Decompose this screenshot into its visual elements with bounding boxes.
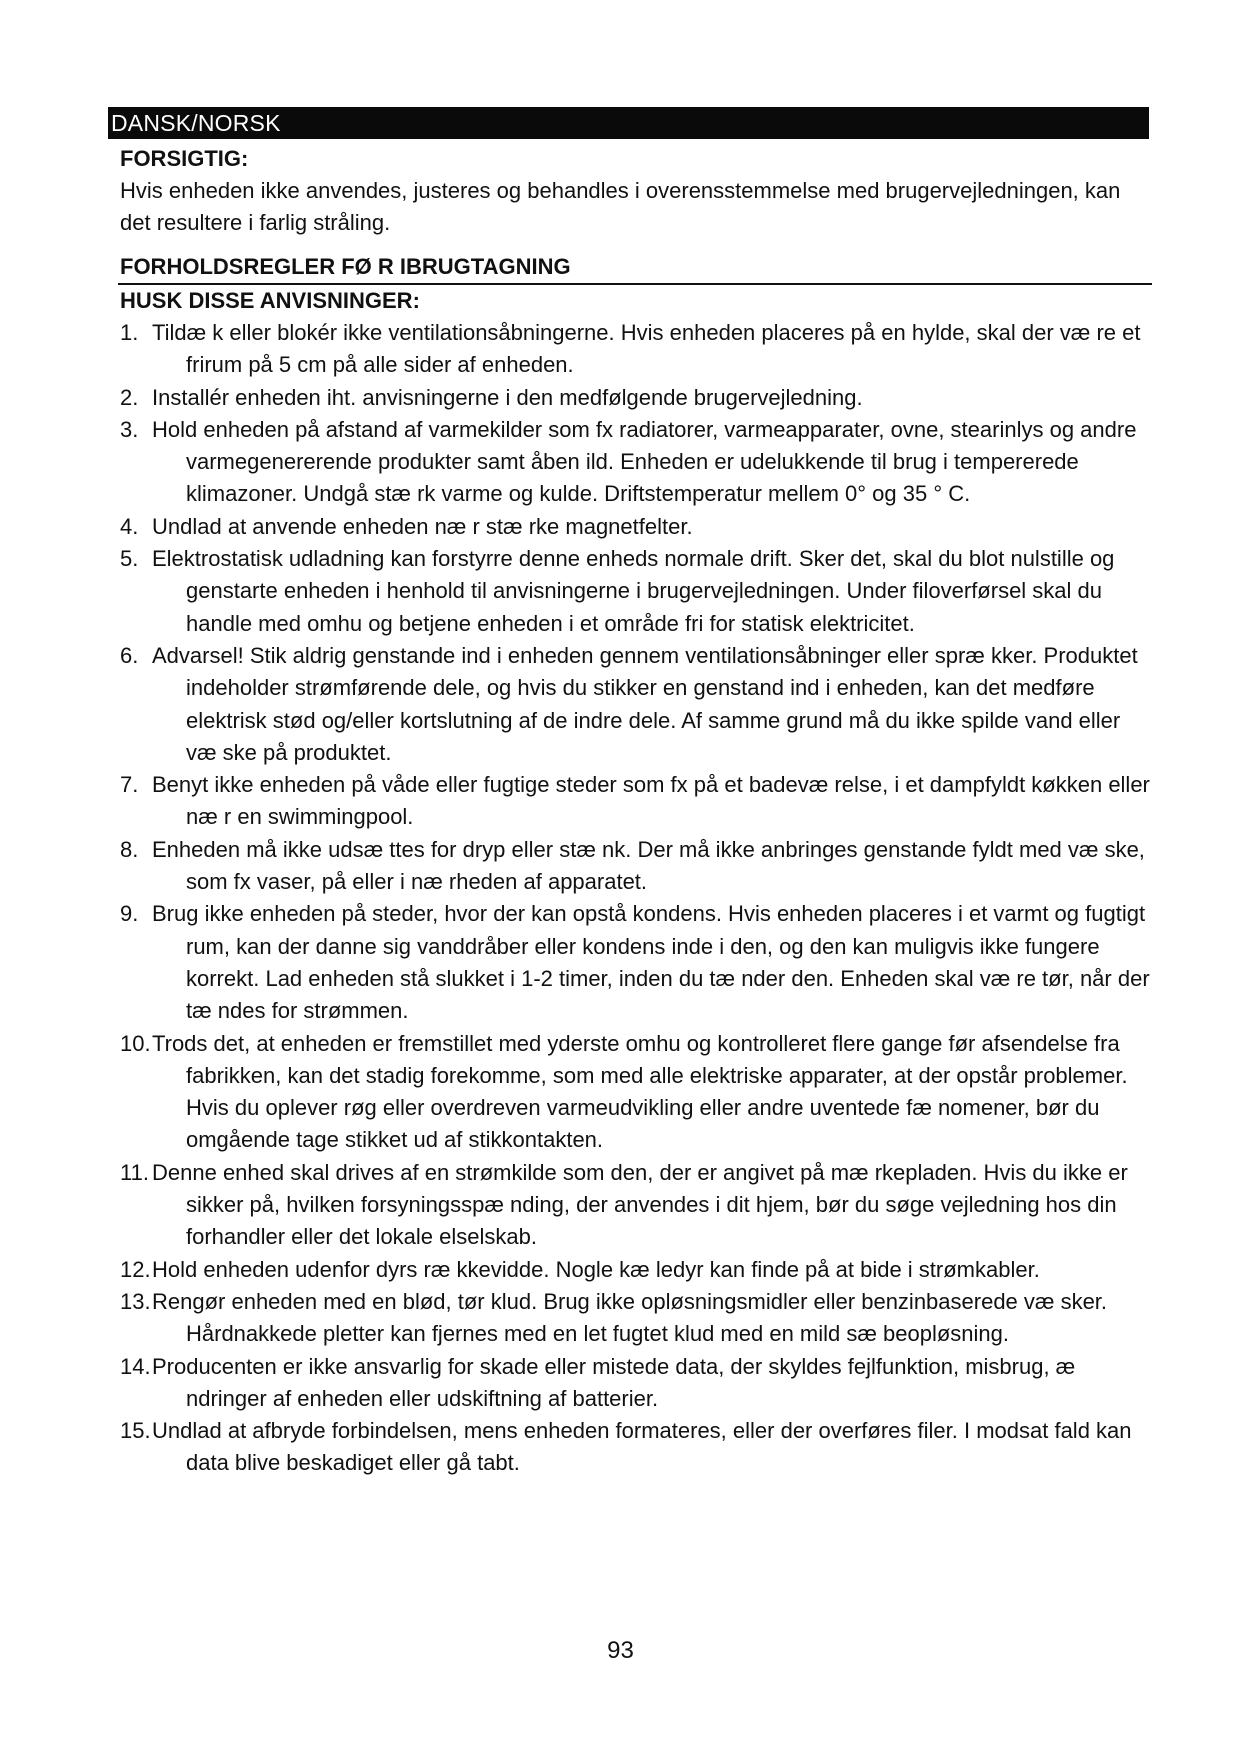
language-header-bar: DANSK/NORSK: [108, 107, 1149, 139]
list-item: [120, 511, 1150, 543]
item-text: Undlad at afbryde forbindelsen, mens enheden formateres, eller der overføres filer. I modsat fald kan data blive beskadiget eller gå tabt.: [152, 1418, 1132, 1476]
list-item: [120, 640, 1150, 769]
precautions-subtitle: HUSK DISSE ANVISNINGER:: [120, 288, 420, 313]
list-item: [120, 898, 1150, 1027]
item-text: Hold enheden på afstand af varmekilder som fx radiatorer, varmeapparater, ovne, stearinlys og andre varmegenererende produkter samt åben ild. Enheden er udelukkende til brug i tempererede klimazoner. Undgå stæ rk varme og kulde. Driftstemperatur mellem 0° og 35 ° C.: [152, 416, 1137, 507]
list-item: [120, 414, 1150, 511]
item-number: 15.: [120, 1418, 151, 1444]
item-number: 9.: [120, 901, 139, 927]
list-item: [120, 317, 1150, 382]
item-number: 7.: [120, 772, 139, 798]
item-text: Undlad at anvende enheden næ r stæ rke magnetfelter.: [152, 513, 693, 539]
list-item: [120, 1028, 1150, 1157]
list-item: [120, 834, 1150, 899]
item-text: Rengør enheden med en blød, tør klud. Brug ikke opløsningsmidler eller benzinbaserede væ sker. Hårdnakkede pletter kan fjernes med en let fugtet klud med en mild sæ beopløsning.: [152, 1288, 1108, 1347]
list-item: [120, 769, 1150, 834]
item-text: Producenten er ikke ansvarlig for skade eller mistede data, der skyldes fejlfunktion, misbrug, æ ndringer af enheden eller udskiftning af batterier.: [152, 1353, 1076, 1411]
item-number: 5.: [120, 546, 139, 572]
list-item: [120, 1157, 1150, 1254]
document-page: [111, 107, 1150, 1480]
item-number: 3.: [120, 416, 139, 442]
item-text: Enheden må ikke udsæ ttes for dryp eller stæ nk. Der må ikke anbringes genstande fyldt med væ ske, som fx vaser, på eller i næ rheden af apparatet.: [152, 836, 1145, 895]
item-number: 13.: [120, 1288, 151, 1314]
item-number: 4.: [120, 513, 139, 539]
list-item: [120, 1286, 1150, 1351]
list-item: [120, 382, 1150, 414]
item-number: 11.: [120, 1159, 149, 1185]
item-number: 12.: [120, 1256, 151, 1282]
item-text: Installér enheden iht. anvisningerne i den medfølgende brugervejledning.: [152, 384, 863, 410]
item-number: 14.: [120, 1353, 151, 1379]
list-item: [120, 1351, 1150, 1416]
precautions-list: [120, 317, 1150, 1480]
item-text: Trods det, at enheden er fremstillet med yderste omhu og kontrolleret flere gange før afsendelse fra fabrikken, kan det stadig forekomme, som med alle elektriske apparater, at der opstår problemer. Hvis du oplever røg eller overdreven varmeudvikling eller andre uventede fæ nomener, bør du omgående tage stikket ud af stikkontakten.: [152, 1030, 1128, 1153]
page-number: 93: [607, 1637, 634, 1664]
list-item: [120, 543, 1150, 640]
item-number: 1.: [120, 320, 139, 345]
item-number: 2.: [120, 384, 139, 410]
item-text: Denne enhed skal drives af en strømkilde som den, der er angivet på mæ rkepladen. Hvis du ikke er sikker på, hvilken forsyningsspæ nding, der anvendes i dit hjem, bør du søge vejledning hos din forhandler eller det lokale elselskab.: [152, 1159, 1128, 1250]
precautions-title: FORHOLDSREGLER FØ R IBRUGTAGNING: [120, 254, 571, 279]
caution-text: Hvis enheden ikke anvendes, justeres og behandles i overensstemmelse med brugervejledningen, kan det resultere i farlig stråling.: [120, 178, 1121, 235]
item-text: Benyt ikke enheden på våde eller fugtige steder som fx på et badevæ relse, i et dampfyldt køkken eller næ r en swimmingpool.: [152, 772, 1150, 830]
list-item: [120, 1254, 1150, 1286]
list-item: [120, 1415, 1150, 1480]
item-text: Brug ikke enheden på steder, hvor der kan opstå kondens. Hvis enheden placeres i et varmt og fugtigt rum, kan der danne sig vanddråber eller kondens inde i den, og den kan muligvis ikke fungere korrekt. Lad enheden stå slukket i 1-2 timer, inden du tæ nder den. Enheden skal væ re tør, når der tæ ndes for strømmen.: [152, 901, 1150, 1024]
item-number: 6.: [120, 642, 139, 668]
item-text: Hold enheden udenfor dyrs ræ kkevidde. Nogle kæ ledyr kan finde på at bide i strømkabler.: [152, 1256, 1040, 1282]
caution-title: FORSIGTIG:: [120, 146, 249, 171]
item-text: Elektrostatisk udladning kan forstyrre denne enheds normale drift. Sker det, skal du blot nulstille og genstarte enheden i henhold til anvisningerne i brugervejledningen. Under filoverførsel skal du handle med omhu og betjene enheden i et område fri for statisk elektricitet.: [152, 546, 1115, 636]
item-text: Tildæ k eller blokér ikke ventilationsåbningerne. Hvis enheden placeres på en hylde, skal der væ re et frirum på 5 cm på alle sider af enheden.: [152, 320, 1141, 378]
item-text: Advarsel! Stik aldrig genstande ind i enheden gennem ventilationsåbninger eller spræ kker. Produktet indeholder strømførende dele, og hvis du stikker en genstand ind i enheden, kan det medføre elektrisk stød og/eller kortslutning af de indre dele. Af samme grund må du ikke spilde vand eller væ ske på produktet.: [152, 642, 1138, 765]
item-number: 8.: [120, 836, 139, 862]
item-number: 10.: [120, 1030, 151, 1056]
